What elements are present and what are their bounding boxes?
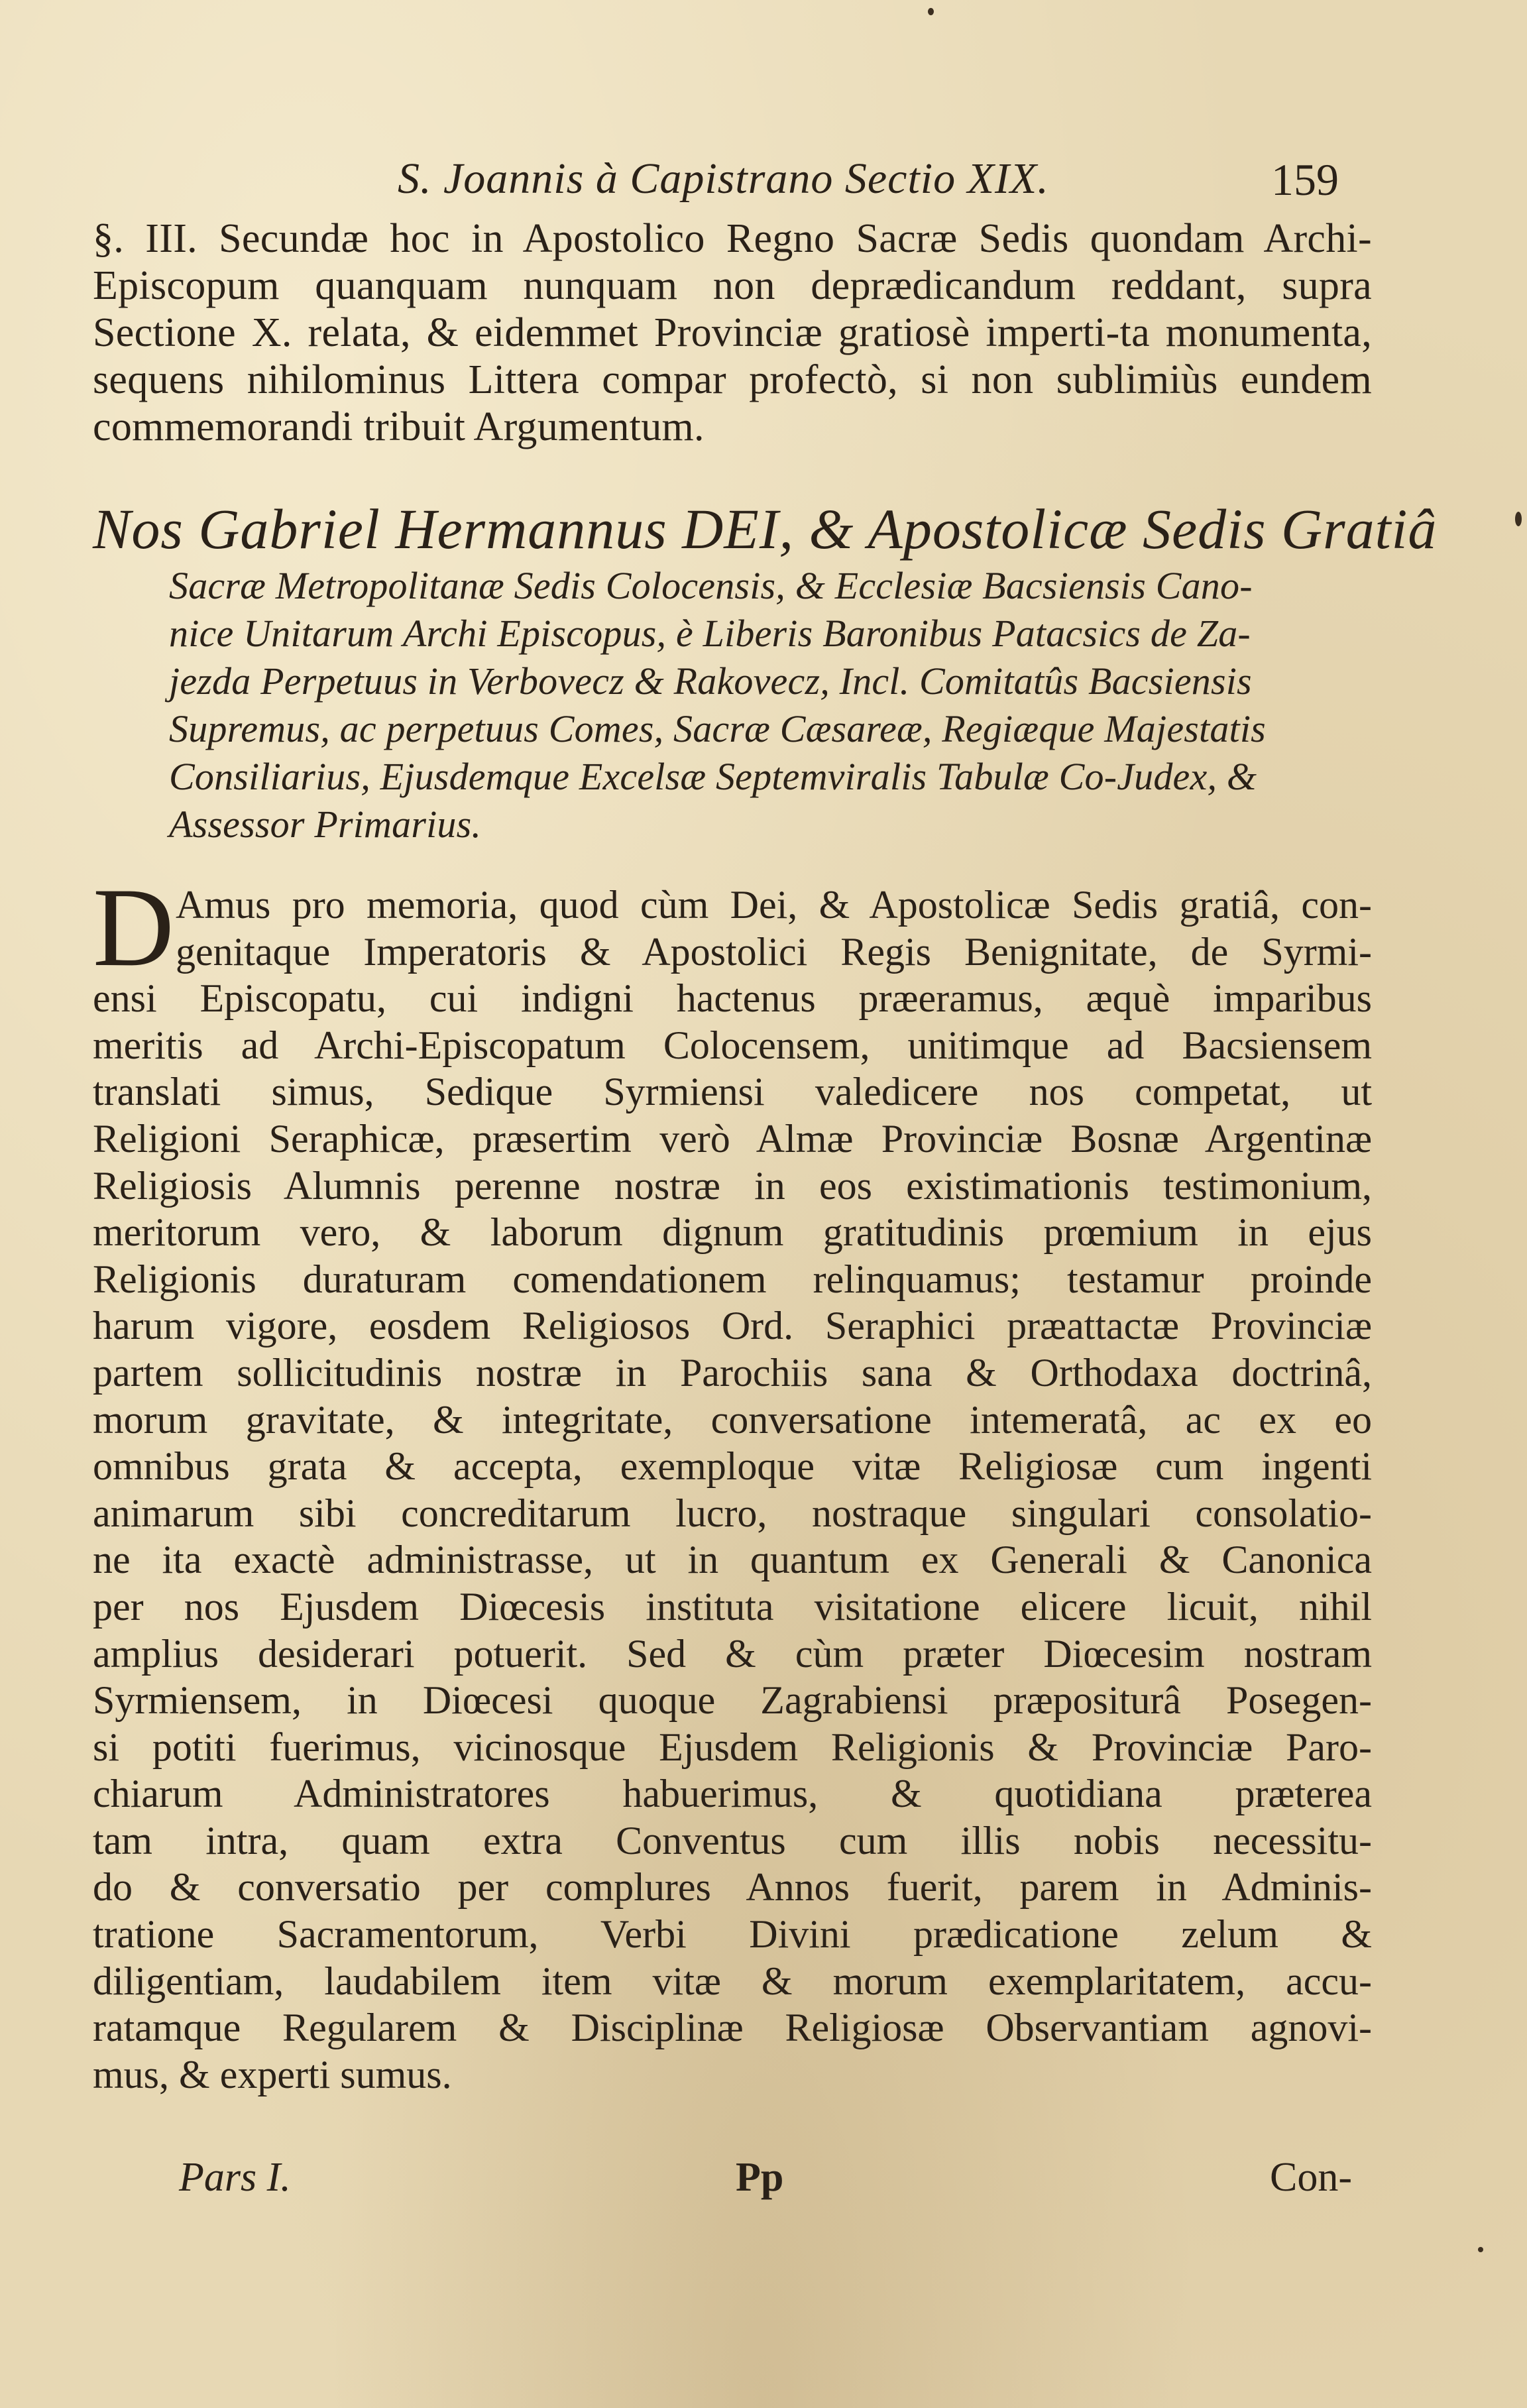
running-title: S. Joannis à Capistrano Sectio XIX. bbox=[398, 154, 1049, 203]
drop-cap: D bbox=[93, 865, 174, 990]
body-line: omnibus grata & accepta, exemploque vitæ Religiosæ cum ingenti bbox=[93, 1444, 1372, 1489]
letter-heading-line: Supremus, ac perpetuus Comes, Sacræ Cæsareæ, Regiæque Majestatis bbox=[169, 707, 1266, 750]
body-line: Syrmiensem, in Diœcesi quoque Zagrabiensi præpositurâ Posegen- bbox=[93, 1678, 1372, 1723]
body-line: ne ita exactè administrasse, ut in quantum ex Generali & Canonica bbox=[93, 1538, 1372, 1582]
ink-speck bbox=[1515, 512, 1522, 526]
body-line: meritis ad Archi-Episcopatum Colocensem, unitimque ad Bacsiensem bbox=[93, 1023, 1372, 1067]
body-line: meritorum vero, & laborum dignum gratitudinis prœmium in ejus bbox=[93, 1210, 1372, 1255]
body-line: chiarum Administratores habuerimus, & quotidiana præterea bbox=[93, 1772, 1372, 1816]
body-line: do & conversatio per complures Annos fuerit, parem in Adminis- bbox=[93, 1865, 1372, 1910]
body-line: animarum sibi concreditarum lucro, nostraque singulari consolatio- bbox=[93, 1491, 1372, 1535]
body-line: ensi Episcopatu, cui indigni hactenus præeramus, æquè imparibus bbox=[93, 976, 1372, 1021]
ink-speck bbox=[928, 8, 934, 15]
body-line: Religiosis Alumnis perenne nostræ in eos existimationis testimonium, bbox=[93, 1163, 1372, 1208]
ink-speck bbox=[1478, 2247, 1483, 2252]
letter-heading-lead: Nos Gabriel Hermannus DEI, & Apostolicæ Sedis Gratiâ bbox=[93, 497, 1438, 561]
body-line: harum vigore, eosdem Religiosos Ord. Seraphici præattactæ Provinciæ bbox=[93, 1304, 1372, 1348]
letter-heading-titles bbox=[169, 562, 1372, 848]
letter-heading-line: jezda Perpetuus in Verbovecz & Rakovecz, Incl. Comitatûs Bacsiensis bbox=[169, 659, 1252, 703]
running-header bbox=[398, 154, 1339, 213]
signature-mark: Pp bbox=[736, 2155, 784, 2200]
body-line: Amus pro memoria, quod cùm Dei, & Apostolicæ Sedis gratiâ, con- bbox=[176, 883, 1372, 927]
letter-heading bbox=[93, 496, 1438, 848]
body-line: per nos Ejusdem Diœcesis instituta visitatione elicere licuit, nihil bbox=[93, 1584, 1372, 1629]
letter-body bbox=[93, 865, 1372, 2098]
page-number: 159 bbox=[1271, 154, 1339, 205]
letter-heading-line: nice Unitarum Archi Episcopus, è Liberis Baronibus Patacsics de Za- bbox=[169, 612, 1251, 655]
intro-paragraph: §. III. Secundæ hoc in Apostolico Regno Sacræ Sedis quondam Archi-Episcopum quanquam nunquam non deprædicandum reddant, supra Sectione X. relata, & eidemmet Provinciæ gratiosè imperti-ta monumenta, sequens nihilominus Littera compar profectò, si non sublimiùs eundem commemorandi tribuit Argumentum. bbox=[93, 216, 1372, 449]
page-footer bbox=[172, 2154, 1352, 2214]
body-line: partem sollicitudinis nostræ in Parochiis sana & Orthodaxa doctrinâ, bbox=[93, 1350, 1372, 1395]
letter-heading-line: Consiliarius, Ejusdemque Excelsæ Septemviralis Tabulæ Co-Judex, & bbox=[169, 755, 1257, 798]
part-label: Pars I. bbox=[179, 2155, 291, 2200]
body-line: translati simus, Sedique Syrmiensi valedicere nos competat, ut bbox=[93, 1070, 1372, 1114]
body-line: genitaque Imperatoris & Apostolici Regis Benignitate, de Syrmi- bbox=[176, 929, 1372, 974]
body-line: diligentiam, laudabilem item vitæ & morum exemplaritatem, accu- bbox=[93, 1959, 1372, 2003]
body-line: Religioni Seraphicæ, præsertim verò Almæ Provinciæ Bosnæ Argentinæ bbox=[93, 1116, 1372, 1161]
body-line: Religionis duraturam comendationem relinquamus; testamur proinde bbox=[93, 1257, 1372, 1301]
body-line: mus, & experti sumus. bbox=[93, 2052, 452, 2096]
body-line: amplius desiderari potuerit. Sed & cùm præter Diœcesim nostram bbox=[93, 1631, 1372, 1676]
body-line: si potiti fuerimus, vicinosque Ejusdem Religionis & Provinciæ Paro- bbox=[93, 1725, 1372, 1769]
body-line: morum gravitate, & integritate, conversatione intemeratâ, ac ex eo bbox=[93, 1397, 1372, 1442]
body-line: ratamque Regularem & Disciplinæ Religiosæ Observantiam agnovi- bbox=[93, 2006, 1372, 2050]
letter-heading-line: Sacræ Metropolitanæ Sedis Colocensis, & Ecclesiæ Bacsiensis Cano- bbox=[169, 564, 1253, 607]
body-line: tratione Sacramentorum, Verbi Divini prædicatione zelum & bbox=[93, 1912, 1372, 1957]
catchword: Con- bbox=[1270, 2155, 1352, 2200]
letter-heading-line: Assessor Primarius. bbox=[169, 803, 482, 846]
body-line: tam intra, quam extra Conventus cum illis nobis necessitu- bbox=[93, 1818, 1372, 1863]
